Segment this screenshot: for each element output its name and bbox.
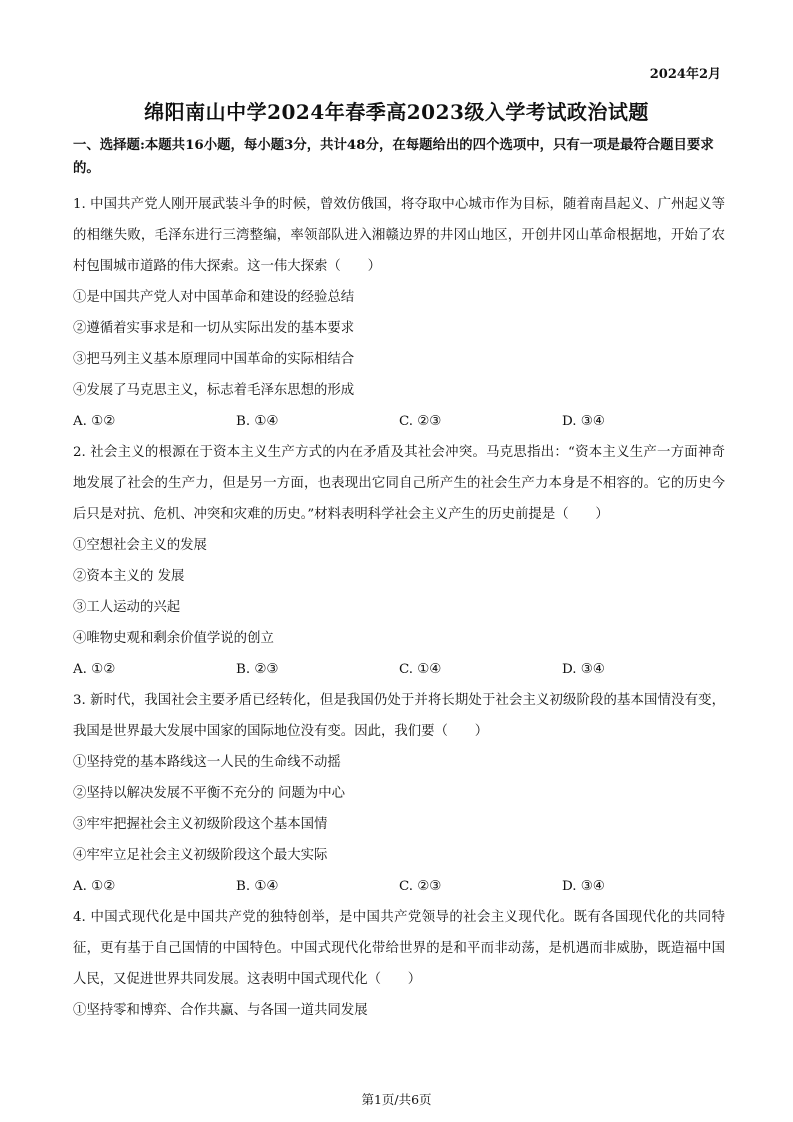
answer-choice-d: D. ③④	[562, 662, 605, 677]
question-4	[73, 902, 725, 1026]
question-option: ②坚持以解决发展不平衡不充分的 问题为中心	[73, 786, 346, 801]
exam-date: 2024年2月	[649, 67, 721, 82]
answer-choice-a: A. ①②	[73, 414, 116, 429]
answer-choice-a: A. ①②	[73, 879, 116, 894]
answer-choices	[73, 406, 725, 437]
exam-content	[73, 134, 725, 1026]
question-stem: 2. 社会主义的根源在于资本主义生产方式的内在矛盾及其社会冲突。马克思指出：“资本主义生产一方面神奇地发展了社会的生产力，但是另一方面，也表现出它同自己所产生的社会生产力本身是不相容的。它的历史今后只是对抗、危机、冲突和灾难的历史。”材料表明科学社会主义产生的历史前提是（ ）	[73, 445, 725, 522]
question-option: ③牢牢把握社会主义初级阶段这个基本国情	[73, 817, 328, 832]
answer-choice-a: A. ①②	[73, 662, 116, 677]
answer-choice-c: C. ①④	[399, 662, 442, 677]
question-option: ①坚持零和博弈、合作共赢、与各国一道共同发展	[73, 1003, 368, 1018]
answer-choices	[73, 654, 725, 685]
question-stem: 1. 中国共产党人刚开展武装斗争的时候，曾效仿俄国，将夺取中心城市作为目标，随着南昌起义、广州起义等的相继失败，毛泽东进行三湾整编，率领部队进入湘赣边界的井冈山地区，开创井冈山革命根据地，开始了农村包围城市道路的伟大探索。这一伟大探索（ ）	[73, 197, 725, 274]
answer-choice-b: B. ①④	[236, 414, 279, 429]
answer-choice-c: C. ②③	[399, 879, 442, 894]
answer-choices	[73, 871, 725, 902]
question-option: ①坚持党的基本路线这一人民的生命线不动摇	[73, 755, 341, 770]
question-option: ②遵循着实事求是和一切从实际出发的基本要求	[73, 321, 355, 336]
answer-choice-b: B. ①④	[236, 879, 279, 894]
question-1	[73, 189, 725, 437]
section-heading: 一、选择题:本题共16小题，每小题3分，共计48分，在每题给出的四个选项中，只有一项是最符合题目要求的。	[73, 137, 714, 176]
question-option: ①空想社会主义的发展	[73, 538, 207, 553]
answer-choice-b: B. ②③	[236, 662, 279, 677]
question-option: ②资本主义的 发展	[73, 569, 185, 584]
answer-choice-d: D. ③④	[562, 414, 605, 429]
question-option: ③工人运动的兴起	[73, 600, 181, 615]
answer-choice-c: C. ②③	[399, 414, 442, 429]
question-stem: 3. 新时代，我国社会主要矛盾已经转化，但是我国仍处于并将长期处于社会主义初级阶段的基本国情没有变，我国是世界最大发展中国家的国际地位没有变。因此，我们要（ ）	[73, 693, 725, 739]
page-number: 第1页/共6页	[361, 1092, 432, 1107]
question-2	[73, 437, 725, 685]
question-option: ④牢牢立足社会主义初级阶段这个最大实际	[73, 848, 328, 863]
question-option: ①是中国共产党人对中国革命和建设的经验总结	[73, 290, 355, 305]
answer-choice-d: D. ③④	[562, 879, 605, 894]
question-3	[73, 685, 725, 902]
question-option: ③把马列主义基本原理同中国革命的实际相结合	[73, 352, 355, 367]
exam-title: 绵阳南山中学2024年春季高2023级入学考试政治试题	[144, 100, 649, 124]
question-option: ④唯物史观和剩余价值学说的创立	[73, 631, 274, 646]
question-option: ④发展了马克思主义，标志着毛泽东思想的形成	[73, 383, 355, 398]
question-stem: 4. 中国式现代化是中国共产党的独特创举，是中国共产党领导的社会主义现代化。既有各国现代化的共同特征，更有基于自己国情的中国特色。中国式现代化带给世界的是和平而非动荡，是机遇而非威胁，既造福中国人民，又促进世界共同发展。这表明中国式现代化（ ）	[73, 910, 725, 987]
